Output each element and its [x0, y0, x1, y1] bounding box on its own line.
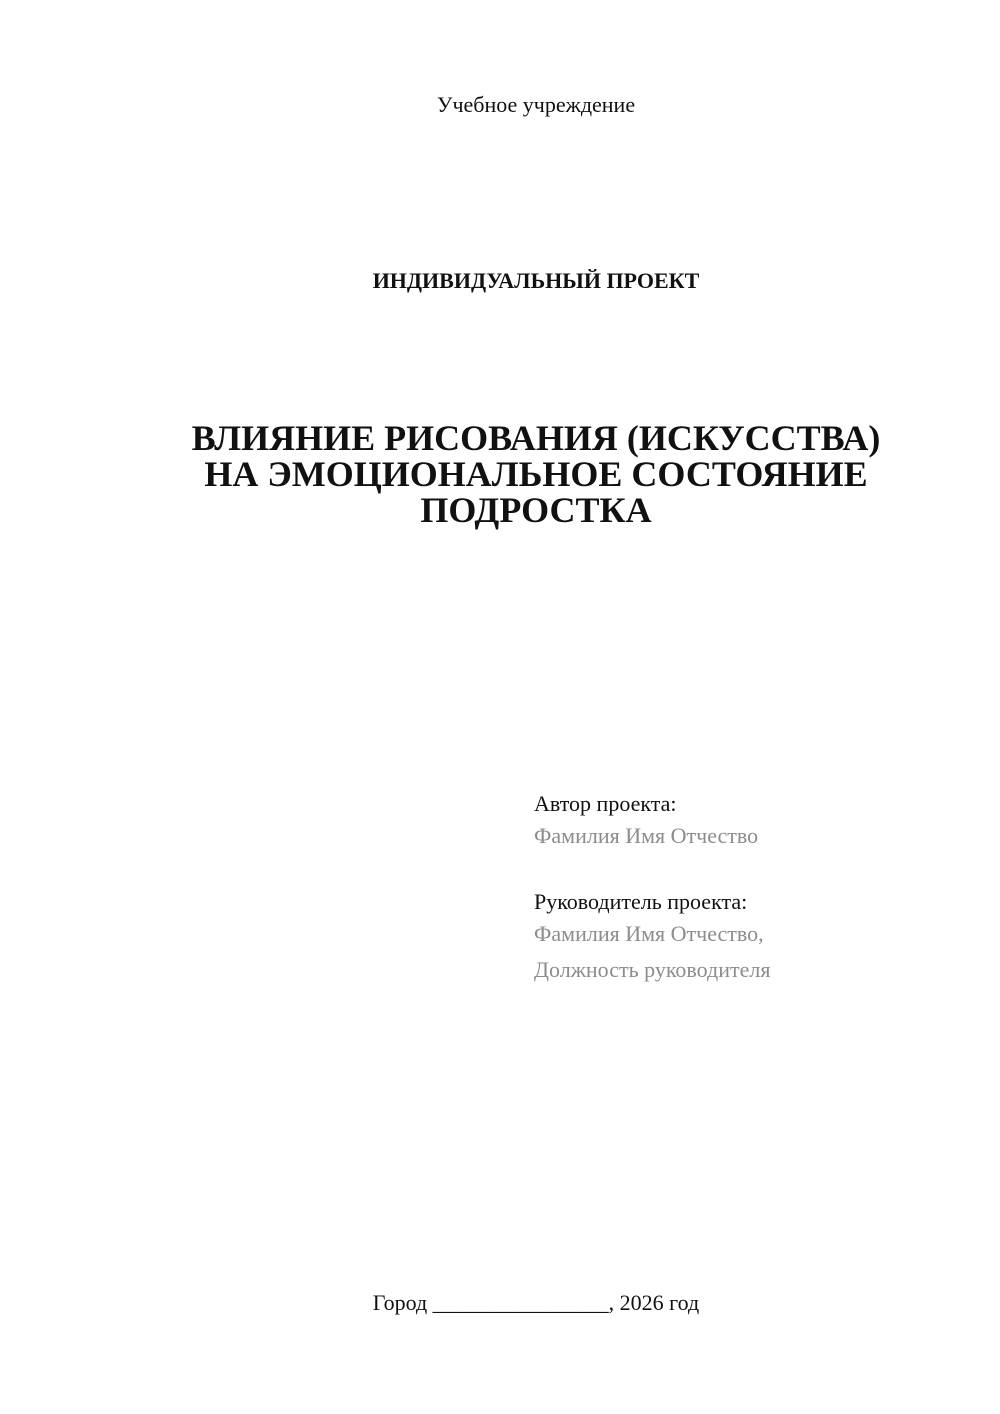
- author-label: Автор проекта:: [534, 791, 677, 816]
- project-type-heading: ИНДИВИДУАЛЬНЫЙ ПРОЕКТ: [372, 268, 700, 293]
- project-title-line: ВЛИЯНИЕ РИСОВАНИЯ (ИСКУССТВА): [191, 418, 881, 458]
- institution-name: Учебное учреждение: [436, 92, 636, 117]
- city-year-footer: Город ________________, 2026 год: [372, 1290, 700, 1315]
- supervisor-name: Фамилия Имя Отчество,: [534, 921, 764, 946]
- project-title: [0, 420, 1000, 528]
- credits-block: [534, 790, 974, 988]
- project-title-line: НА ЭМОЦИОНАЛЬНОЕ СОСТОЯНИЕ: [204, 454, 868, 494]
- supervisor-position: Должность руководителя: [534, 957, 771, 982]
- project-title-line: ПОДРОСТКА: [420, 490, 652, 530]
- supervisor-label: Руководитель проекта:: [534, 889, 748, 914]
- author-name: Фамилия Имя Отчество: [534, 823, 759, 848]
